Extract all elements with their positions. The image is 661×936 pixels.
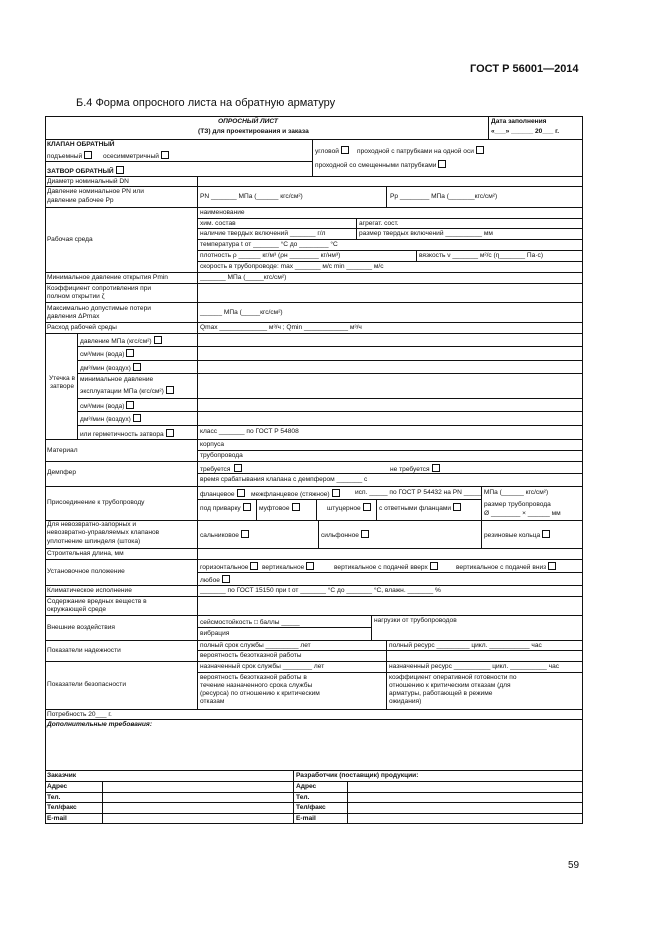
straight-offset-option [315,160,446,170]
date-value: «___» ______ 20___ г. [491,128,560,135]
customer-telfax-label: Тел/факс [47,804,77,811]
viscosity[interactable]: вязкость ν _______ м²/с (η_______ Па·с) [419,252,544,259]
nipple-label: штуцерное [327,505,361,512]
vertical-checkbox[interactable] [306,562,314,570]
leak-pressure-checkbox[interactable] [154,336,162,344]
shutter-label: ЗАТВОР ОБРАТНЫЙ [47,168,114,175]
seismic[interactable]: сейсмостойкость □ баллы _____ [200,619,300,626]
form-subtitle: (ТЗ) для проектирования и заказа [198,128,309,135]
flow-label: Расход рабочей среды [47,324,117,331]
assigned-life[interactable]: назначенный срок службы ________ лет [200,663,325,670]
vibration[interactable]: вибрация [200,630,230,637]
developer-telfax-label: Тел/факс [296,804,326,811]
loss-label-line1: Максимально допустимые потери [47,305,151,312]
nipple-checkbox[interactable] [363,503,371,511]
customer-email-label: E-mail [47,815,67,822]
developer-tel-label: Тел. [296,794,310,801]
lift-label: подъемный [47,153,83,160]
chem-composition[interactable]: хим. состав [200,220,236,227]
shutter-option [47,166,124,176]
bellows-checkbox[interactable] [361,530,369,538]
flanged-checkbox[interactable] [237,489,245,497]
flow-value[interactable]: Qmax _____________ м³/ч ; Qmin ____________ м³/ч [200,324,362,331]
leak-min-checkbox[interactable] [166,386,174,394]
customer-tel-label: Тел. [47,794,61,801]
lift-option [47,151,92,161]
loss-value[interactable]: ______ МПа (_____кгс/см²) [200,309,283,316]
full-life[interactable]: полный срок службы _________ лет [200,642,311,649]
solids-content[interactable]: наличие твердых включений _______ г/л [200,230,326,237]
customer-address-label: Адрес [47,783,68,790]
damper-required-label: требуется [200,466,231,473]
min-open-value[interactable]: _______ МПа (_____кгс/см²) [200,274,287,281]
damper-not-required-checkbox[interactable] [432,464,440,472]
failure-free[interactable]: вероятность безотказной работы [200,652,302,659]
welded-label: под приварку [200,505,241,512]
assigned-resource[interactable]: назначенный ресурс __________ цикл. __________ час [389,663,560,670]
leak-air-label: дм³/мин (воздух) [80,365,131,372]
climate-label: Климатическое исполнение [47,587,132,594]
mating-flanges-label: с ответными фланцами [379,505,452,512]
leak-air2-checkbox[interactable] [133,414,141,422]
vertical-up-checkbox[interactable] [430,562,438,570]
damper-not-required-label: не требуется [390,466,430,473]
leak-class-option [80,429,174,439]
vertical-option [262,562,314,572]
harmful-line2: окружающей среде [47,606,107,613]
any-label: любое [200,577,220,584]
angle-checkbox[interactable] [341,146,349,154]
mating-flanges-checkbox[interactable] [453,503,461,511]
any-option [200,575,230,585]
coupling-checkbox[interactable] [292,503,300,511]
angle-label: угловой [315,148,339,155]
leak-air-checkbox[interactable] [133,363,141,371]
leak-water-option [80,349,134,359]
leak-class-checkbox[interactable] [166,429,174,437]
welded-option [200,503,251,513]
coupling-label: муфтовое [259,505,290,512]
flange-version[interactable]: исп. _____ по ГОСТ Р 54432 на PN _____ МПа (______ кгс/см²) [355,489,549,496]
material-pipe[interactable]: трубопровода [200,452,243,459]
prob-line1: вероятность безотказной работы в [200,674,307,681]
need-label[interactable]: Потребность 20___ г. [47,711,112,718]
form-title: ОПРОСНЫЙ ЛИСТ [218,118,278,125]
velocity[interactable]: скорость в трубопроводе: max _______ м/с min _______ м/с [200,263,384,270]
gland-label: сальниковое [200,532,239,539]
prob-line4: отказам [200,698,225,705]
damper-not-required-option [390,464,440,474]
axisym-label: осесимметричный [103,153,159,160]
damper-required-option [200,464,242,474]
climate-value[interactable]: _______ по ГОСТ 15150 при t от _______ °С до _______ °С, влажн. _______ % [200,587,441,594]
reliability-label: Показатели надежности [47,647,121,654]
axisym-checkbox[interactable] [161,151,169,159]
density[interactable]: плотность ρ ______ кг/м³ (ρн ________ кг/нм³) [200,252,341,259]
flanged-option [200,489,245,499]
medium-name[interactable]: наименование [200,209,245,216]
vertical-down-label: вертикальное с подачей вниз [456,564,547,571]
standard-number: ГОСТ Р 56001—2014 [470,63,579,75]
interflange-label: межфланцевое (стяжное) [251,491,330,498]
pipe-size-value[interactable]: Ø ________ × ______ мм [484,510,561,517]
leak-water-checkbox[interactable] [126,349,134,357]
leak-label: Утечка в затворе [48,375,76,390]
bellows-option [321,530,369,540]
prob-line3: (ресурса) по отношению к критическим [200,690,320,697]
interflange-checkbox[interactable] [332,489,340,497]
leak-min-option [80,386,174,396]
connection-label: Присоединение к трубопроводу [47,499,145,506]
vertical-up-option [334,562,438,572]
pp-value[interactable]: Pр ________ МПа (_______кгс/см²) [390,193,498,200]
coupling-option [259,503,300,513]
prob-line2: течение назначенного срока службы [200,682,313,689]
straight-offset-label: проходной со смещенными патрубками [315,162,437,169]
check-valve-heading: КЛАПАН ОБРАТНЫЙ [47,141,115,148]
length-label: Строительная длина, мм [47,550,124,557]
section-title: Б.4 Форма опросного листа на обратную арматуру [76,97,336,109]
leak-pressure-option [80,336,162,346]
shutter-checkbox[interactable] [116,166,124,174]
interflange-option [251,489,340,499]
leak-pressure-label: давление МПа (кгс/см²) [80,338,152,345]
leak-water2-option [80,401,134,411]
leak-min-label-line2: эксплуатации МПа (кгс/см²) [80,388,164,395]
loss-label-line2: давления ΔPmax [47,313,100,320]
straight-one-axis-label: проходной с патрубками на одной оси [357,148,474,155]
material-label: Материал [47,447,78,454]
developer-address-label: Адрес [296,783,317,790]
angle-option [315,146,349,156]
straight-one-axis-option [357,146,484,156]
leak-water2-label: см³/мин (вода) [80,403,125,410]
pn-value[interactable]: PN _______ МПа (______ кгс/см²) [200,193,303,200]
material-body[interactable]: корпуса [200,441,225,448]
gland-checkbox[interactable] [241,530,249,538]
customer-label: Заказчик [47,772,77,779]
solids-size[interactable]: размер твердых включений __________ мм [359,230,493,237]
horizontal-checkbox[interactable] [250,562,258,570]
welded-checkbox[interactable] [243,503,251,511]
harmful-line1: Содержание вредных веществ в [47,598,147,605]
damper-time[interactable]: время срабатывания клапана с демпфером _______ с [200,476,368,483]
vertical-up-label: вертикальное с подачей вверх [334,564,428,571]
rings-checkbox[interactable] [542,530,550,538]
pn-label-line1: Давление номинальное PN или [47,188,144,195]
pipe-loads[interactable]: нагрузки от трубопроводов [374,617,457,624]
leak-air-option [80,363,141,373]
bellows-label: сильфонное [321,532,359,539]
medium-label: Рабочая среда [47,236,93,243]
straight-one-axis-checkbox[interactable] [476,146,484,154]
rings-option [484,530,550,540]
leak-water-label: см³/мин (вода) [80,351,125,358]
straight-offset-checkbox[interactable] [438,160,446,168]
leak-class-value[interactable]: класс _______ по ГОСТ Р 54808 [200,428,299,435]
horizontal-option [200,562,258,572]
flanged-label: фланцевое [200,491,235,498]
any-checkbox[interactable] [222,575,230,583]
questionnaire-frame [45,116,583,824]
developer-label: Разработчик (поставщик) продукции: [296,772,419,779]
readiness-line3: арматуры, работающей в режиме [389,690,493,697]
leak-air2-label: дм³/мин (воздух) [80,416,131,423]
resistance-label-line1: Коэффициент сопротивления при [47,285,152,292]
vertical-down-option [456,562,556,572]
vertical-label: вертикальное [262,564,305,571]
leak-water2-checkbox[interactable] [126,401,134,409]
stem-seal-line1: Для невозвратно-запорных и [47,521,137,528]
min-open-label: Минимальное давление открытия Pmin [47,274,168,281]
damper-label: Демпфер [47,469,76,476]
readiness-line4: ожидания) [389,698,422,705]
leak-air2-option [80,414,141,424]
pn-label-line2: давление рабочее Pр [47,197,114,204]
axisym-option [103,151,169,161]
mating-flanges-option [379,503,461,513]
full-resource[interactable]: полный ресурс _________ цикл. ___________ час [389,642,542,649]
leak-class-label: или герметичность затвора [80,431,164,438]
temperature[interactable]: температура t от _______ °С до ________ °С [200,241,338,248]
extra-requirements-label: Дополнительные требования: [47,721,153,728]
aggregate-state[interactable]: агрегат. сост. [359,220,399,227]
nipple-option [327,503,371,513]
page-number: 59 [568,860,580,871]
horizontal-label: горизонтальное [200,564,249,571]
damper-required-checkbox[interactable] [234,464,242,472]
stem-seal-line3: уплотнение шпинделя (штока) [47,538,141,545]
readiness-line2: отношению к критическим отказам (для [389,682,511,689]
readiness-line1: коэффициент оперативной готовности по [389,674,517,681]
external-label: Внешние воздействия [47,624,115,631]
safety-label: Показатели безопасности [47,681,127,688]
vertical-down-checkbox[interactable] [548,562,556,570]
rings-label: резиновые кольца [484,532,541,539]
resistance-label-line2: полном открытии ζ [47,293,105,300]
pipe-size-label: размер трубопровода [484,501,551,508]
leak-min-label-line1: минимальное давление [80,376,154,383]
developer-email-label: E-mail [296,815,316,822]
stem-seal-line2: невозвратно-управляемых клапанов [47,529,160,536]
gland-option [200,530,249,540]
install-label: Установочное положение [47,568,125,575]
dn-label: Диаметр номинальный DN [47,178,129,185]
date-label: Дата заполнения [491,118,547,125]
lift-checkbox[interactable] [84,151,92,159]
